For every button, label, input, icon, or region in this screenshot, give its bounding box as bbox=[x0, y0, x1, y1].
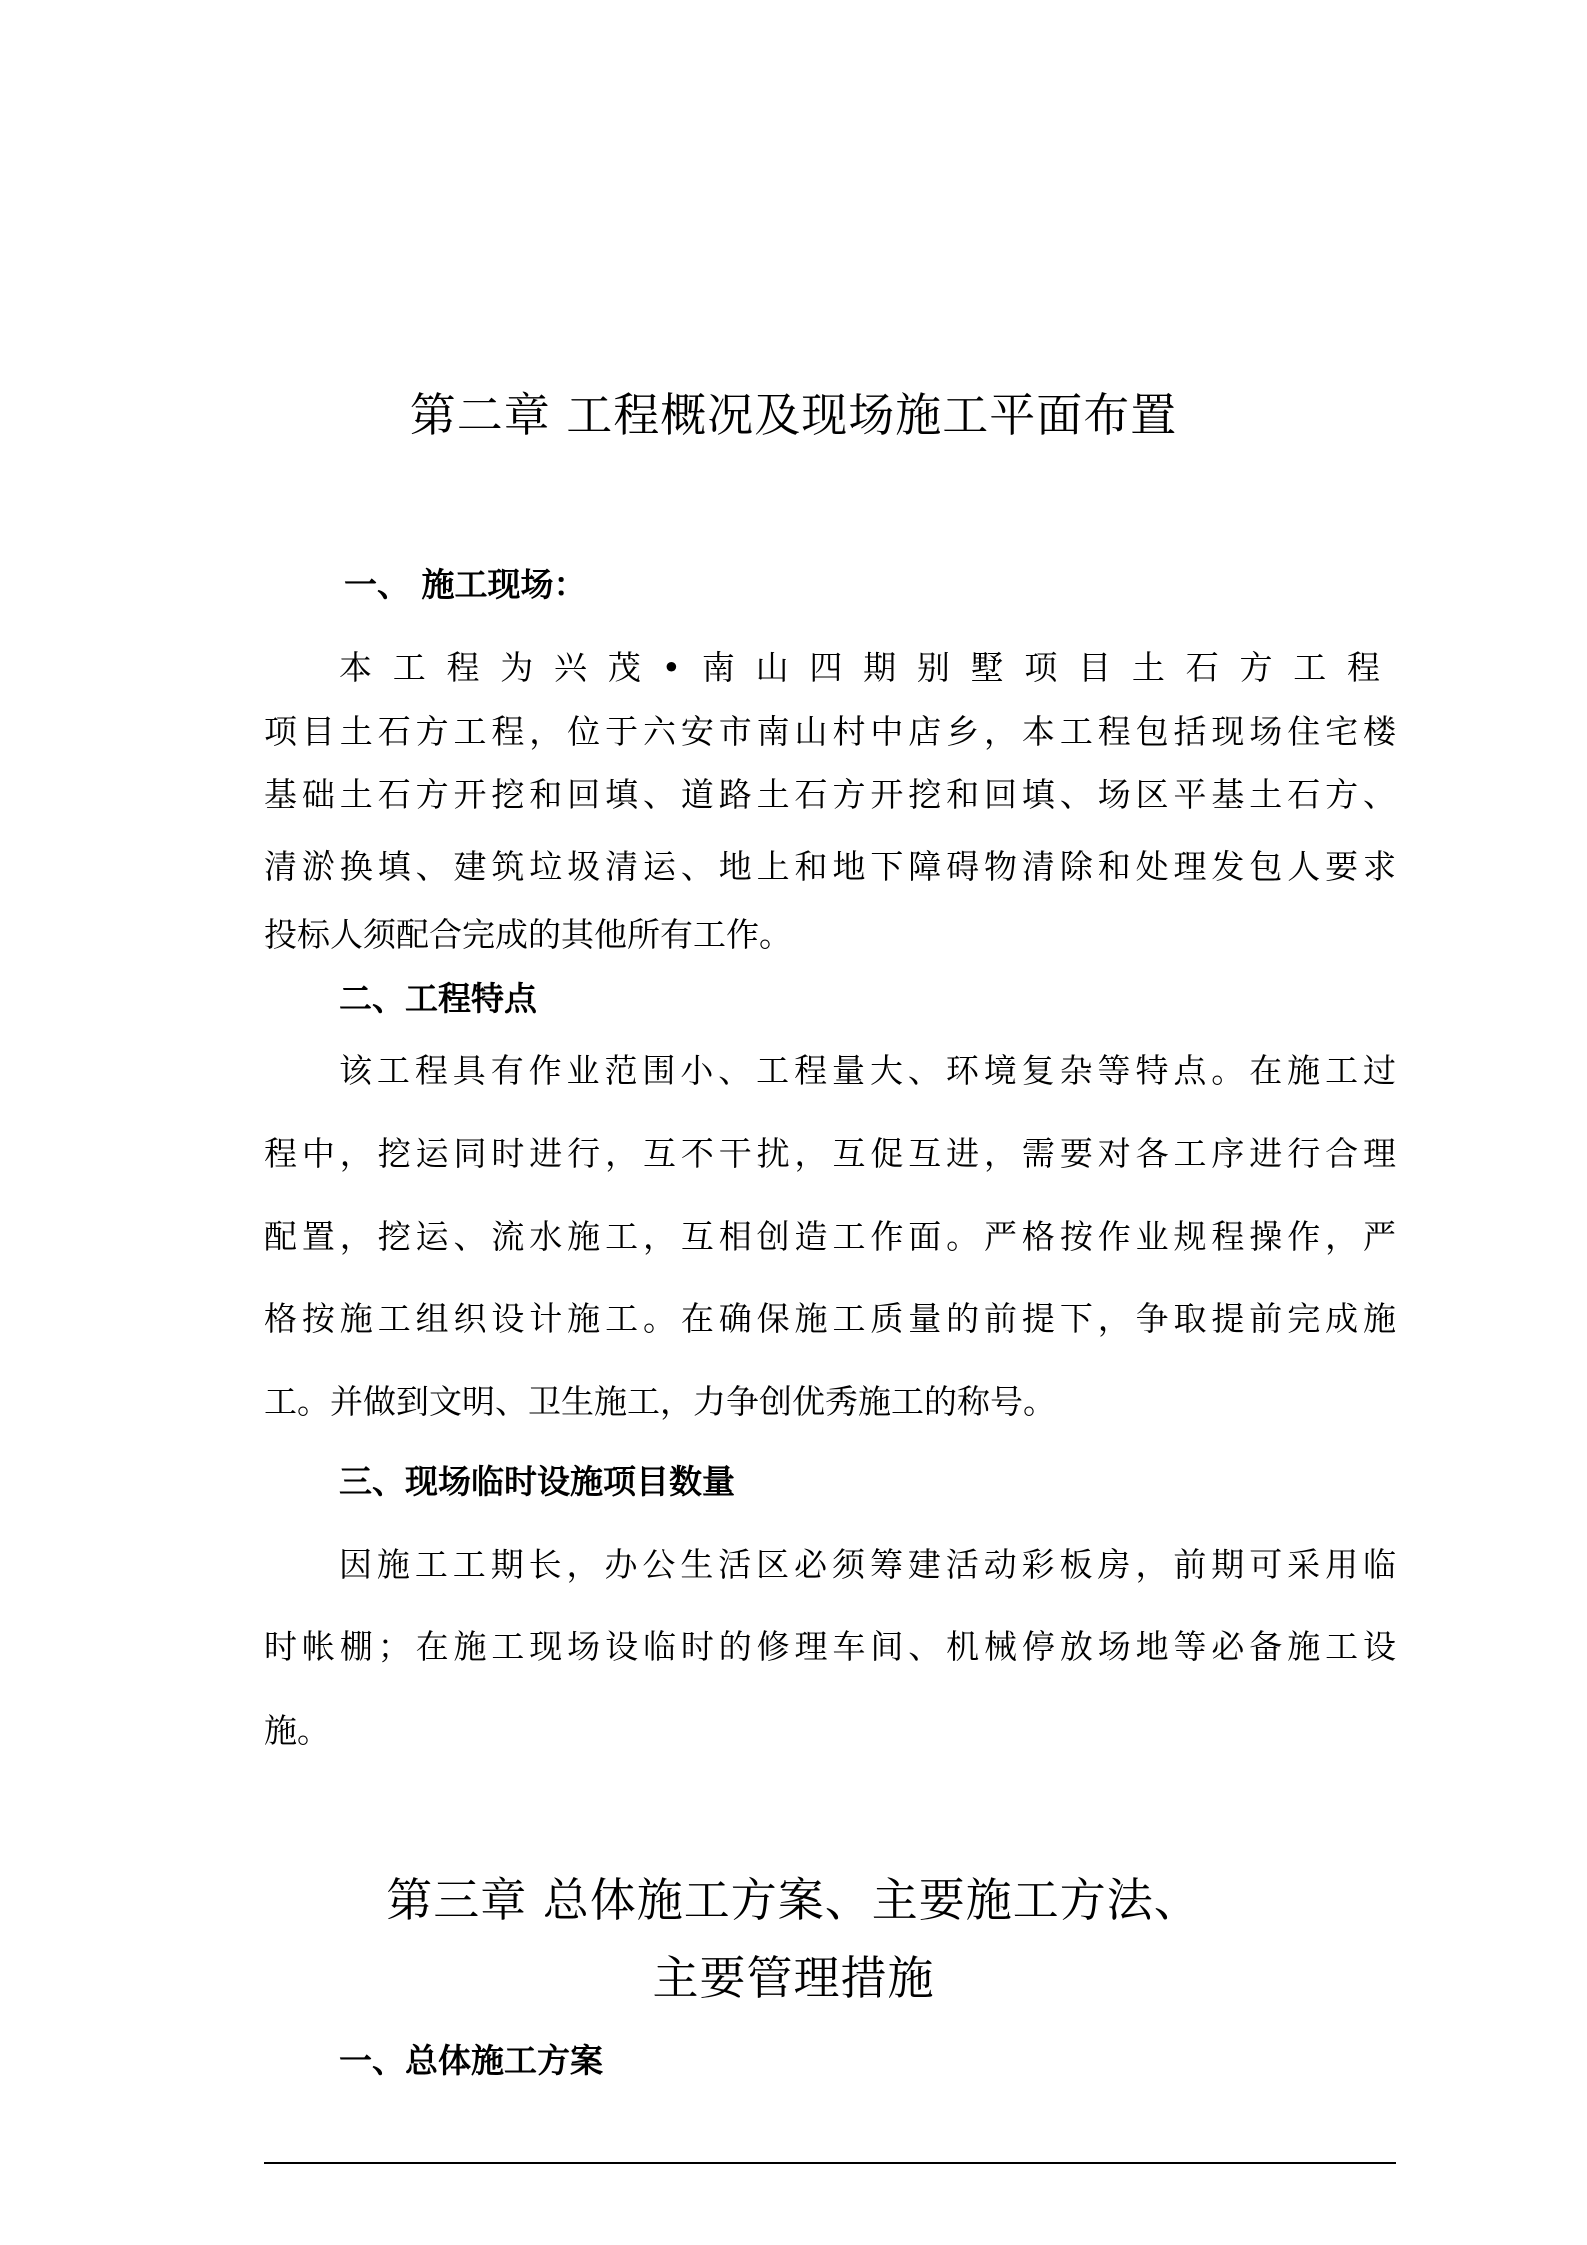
paragraph-line: 配置，挖运、流水施工，互相创造工作面。严格按作业规程操作，严 bbox=[264, 1217, 1396, 1256]
section-heading-site: 一、 施工现场： bbox=[344, 565, 587, 604]
chapter-3-title-line-2: 主要管理措施 bbox=[652, 1951, 935, 2005]
paragraph-line: 本工程为兴茂•南山四期别墅项目土石方工程 bbox=[339, 648, 1396, 687]
paragraph-line: 施。 bbox=[264, 1711, 330, 1750]
paragraph-line: 基础土石方开挖和回填、道路土石方开挖和回填、场区平基土石方、 bbox=[264, 775, 1396, 814]
section-heading-temporary-facilities: 三、现场临时设施项目数量 bbox=[339, 1462, 735, 1501]
paragraph-line: 该工程具有作业范围小、工程量大、环境复杂等特点。在施工过 bbox=[339, 1051, 1396, 1090]
paragraph-line: 投标人须配合完成的其他所有工作。 bbox=[264, 915, 792, 954]
paragraph-line: 工。并做到文明、卫生施工，力争创优秀施工的称号。 bbox=[264, 1382, 1056, 1421]
paragraph-line: 因施工工期长，办公生活区必须筹建活动彩板房，前期可采用临 bbox=[339, 1545, 1396, 1584]
paragraph-line: 项目土石方工程，位于六安市南山村中店乡，本工程包括现场住宅楼 bbox=[264, 712, 1396, 751]
paragraph-line: 程中，挖运同时进行，互不干扰，互促互进，需要对各工序进行合理 bbox=[264, 1134, 1396, 1173]
chapter-2-title: 第二章 工程概况及现场施工平面布置 bbox=[409, 388, 1178, 442]
paragraph-line: 格按施工组织设计施工。在确保施工质量的前提下，争取提前完成施 bbox=[264, 1299, 1396, 1338]
paragraph-line: 时帐棚；在施工现场设临时的修理车间、机械停放场地等必备施工设 bbox=[264, 1627, 1396, 1666]
footer-divider bbox=[264, 2162, 1396, 2164]
section-heading-overall-plan: 一、总体施工方案 bbox=[339, 2041, 603, 2080]
chapter-3-title-line-1: 第三章 总体施工方案、主要施工方法、 bbox=[386, 1873, 1201, 1927]
section-heading-features: 二、工程特点 bbox=[339, 979, 537, 1018]
paragraph-line: 清淤换填、建筑垃圾清运、地上和地下障碍物清除和处理发包人要求 bbox=[264, 847, 1396, 886]
